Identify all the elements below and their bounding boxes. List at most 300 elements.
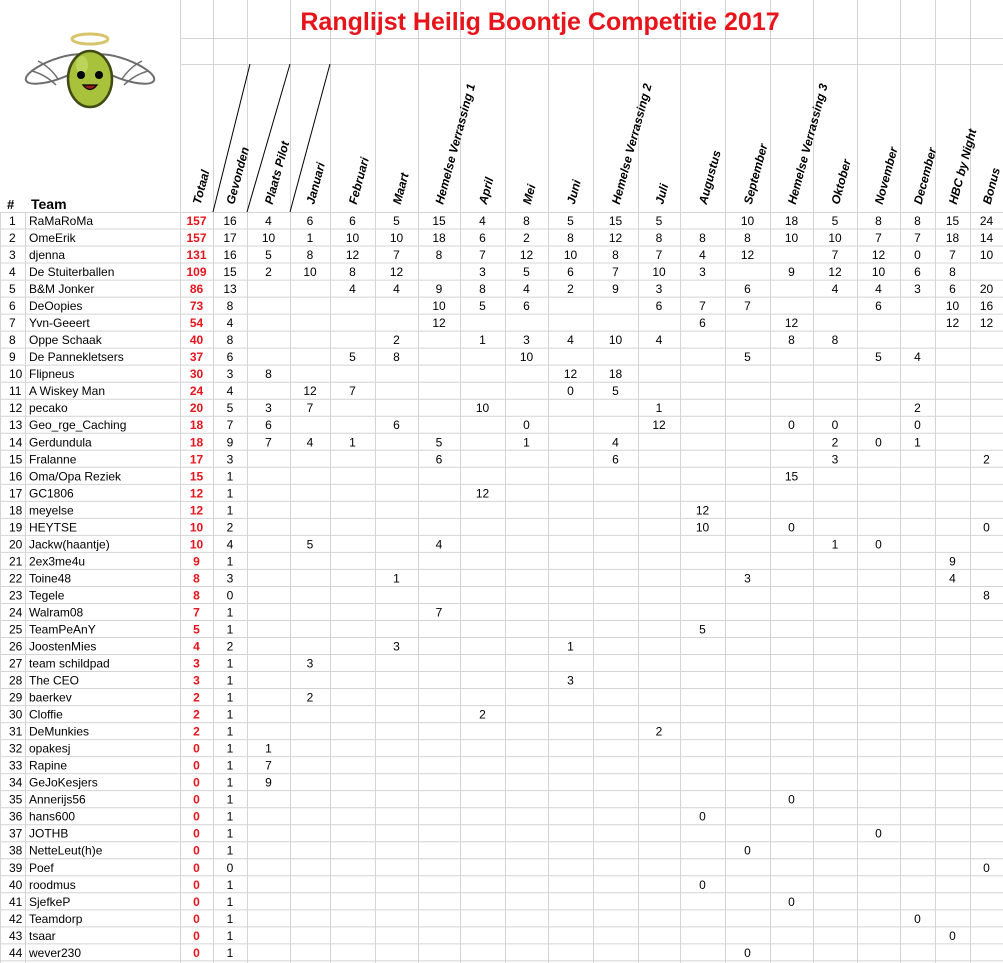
score-cell: 0 xyxy=(699,809,706,824)
rank-cell: 14 xyxy=(9,435,23,450)
total-cell: 5 xyxy=(193,622,200,637)
table-row xyxy=(9,946,751,960)
table-row xyxy=(9,793,795,807)
rank-cell: 31 xyxy=(9,724,23,739)
score-cell: 1 xyxy=(226,843,234,858)
table-row xyxy=(9,554,956,568)
team-cell: Jackw(haantje) xyxy=(29,537,110,552)
score-cell: 0 xyxy=(875,537,882,552)
table-row xyxy=(9,418,921,432)
score-cell: 10 xyxy=(608,333,623,348)
score-cell: 6 xyxy=(875,299,882,314)
score-cell: 12 xyxy=(784,316,799,331)
score-cell: 8 xyxy=(567,231,574,246)
score-cell: 5 xyxy=(435,435,443,450)
team-cell: Cloffie xyxy=(29,707,63,722)
score-cell: 3 xyxy=(567,673,574,688)
total-cell: 17 xyxy=(189,452,204,467)
column-header: Augustus xyxy=(695,148,724,206)
score-cell: 8 xyxy=(831,333,839,348)
table-row xyxy=(9,844,751,858)
score-cell: 15 xyxy=(432,214,446,228)
score-cell: 0 xyxy=(226,588,234,603)
score-cell: 0 xyxy=(788,418,795,433)
score-cell: 4 xyxy=(393,282,400,297)
rank-cell: 9 xyxy=(9,350,16,365)
score-cell: 1 xyxy=(265,741,272,756)
table-row xyxy=(9,435,921,449)
team-cell: Teamdorp xyxy=(29,911,83,926)
team-cell: RaMaRoMa xyxy=(29,214,94,228)
rank-cell: 21 xyxy=(9,554,23,569)
total-cell: 0 xyxy=(193,826,200,841)
score-cell: 7 xyxy=(699,299,706,314)
score-cell: 1 xyxy=(655,401,663,416)
rank-cell: 4 xyxy=(9,265,16,280)
table-row xyxy=(9,657,314,671)
rank-cell: 1 xyxy=(9,214,16,228)
score-cell: 7 xyxy=(875,231,882,246)
team-cell: B&M Jonker xyxy=(29,282,95,297)
score-cell: 2 xyxy=(393,333,400,348)
score-cell: 7 xyxy=(914,231,921,246)
score-cell: 2 xyxy=(655,724,663,739)
score-cell: 2 xyxy=(265,265,272,280)
page-title: Ranglijst Heilig Boontje Competitie 2017 xyxy=(300,8,780,36)
table-row xyxy=(9,316,993,330)
column-header: Oktober xyxy=(828,157,854,206)
score-cell: 1 xyxy=(523,435,530,450)
score-cell: 0 xyxy=(744,945,751,960)
score-cell: 7 xyxy=(265,435,272,450)
score-cell: 12 xyxy=(608,231,623,246)
score-cell: 8 xyxy=(435,248,443,263)
rank-cell: 27 xyxy=(9,656,23,671)
team-cell: Yvn-Geeert xyxy=(29,316,90,331)
rank-cell: 42 xyxy=(9,911,23,926)
score-cell: 7 xyxy=(226,418,234,433)
column-header: Plaats Pilot xyxy=(261,139,293,206)
score-cell: 8 xyxy=(306,248,314,263)
total-cell: 0 xyxy=(193,860,200,875)
team-cell: Gerdundula xyxy=(29,435,92,450)
column-header: Totaal xyxy=(189,168,213,206)
smiling-angel-bean-icon xyxy=(23,34,158,107)
score-cell: 5 xyxy=(479,299,486,314)
team-cell: De Pannekletsers xyxy=(29,350,124,365)
score-cell: 10 xyxy=(945,299,960,314)
table-row xyxy=(9,605,443,619)
score-cell: 8 xyxy=(226,299,234,314)
score-cell: 7 xyxy=(612,265,619,280)
total-cell: 0 xyxy=(193,843,200,858)
team-cell: Rapine xyxy=(29,758,68,773)
team-cell: TeamPeAnY xyxy=(29,622,96,637)
team-cell: pecako xyxy=(29,401,68,416)
score-cell: 3 xyxy=(831,452,839,467)
table-row xyxy=(9,776,272,790)
score-cell: 12 xyxy=(652,418,666,433)
table-row xyxy=(9,827,882,841)
score-cell: 18 xyxy=(608,367,623,382)
score-cell: 3 xyxy=(699,265,706,280)
score-cell: 0 xyxy=(914,248,921,263)
table-row xyxy=(9,486,489,500)
score-cell: 16 xyxy=(223,214,237,228)
team-cell: Annerijs56 xyxy=(29,792,86,807)
team-cell: meyelse xyxy=(29,503,74,518)
table-row xyxy=(9,861,990,875)
score-cell: 1 xyxy=(226,486,234,501)
total-cell: 73 xyxy=(189,299,204,314)
score-cell: 7 xyxy=(435,605,443,620)
score-cell: 13 xyxy=(223,282,237,297)
total-cell: 3 xyxy=(193,656,200,671)
score-cell: 12 xyxy=(563,367,578,382)
rank-cell: 35 xyxy=(9,792,23,807)
table-row xyxy=(9,299,993,313)
score-cell: 5 xyxy=(831,214,839,228)
table-row xyxy=(9,537,882,551)
total-cell: 2 xyxy=(193,724,200,739)
score-cell: 2 xyxy=(983,452,990,467)
score-cell: 0 xyxy=(567,384,574,399)
score-cell: 1 xyxy=(226,911,234,926)
team-cell: The CEO xyxy=(29,673,80,688)
rank-cell: 17 xyxy=(9,486,23,501)
score-cell: 10 xyxy=(784,231,799,246)
score-cell: 6 xyxy=(655,299,663,314)
total-cell: 0 xyxy=(193,775,200,790)
table-row xyxy=(9,231,993,245)
rank-cell: 10 xyxy=(9,367,23,382)
team-cell: JoostenMies xyxy=(29,639,97,654)
score-cell: 1 xyxy=(226,928,234,943)
score-cell: 8 xyxy=(523,214,530,228)
score-cell: 1 xyxy=(226,945,234,960)
team-header: Team xyxy=(31,196,67,212)
column-header: Gevonden xyxy=(223,145,253,206)
team-cell: JOTHB xyxy=(29,826,69,841)
table-row xyxy=(9,759,272,773)
total-cell: 30 xyxy=(189,367,204,382)
score-cell: 2 xyxy=(831,435,839,450)
team-cell: HEYTSE xyxy=(29,520,78,535)
score-cell: 8 xyxy=(655,231,663,246)
score-cell: 10 xyxy=(519,350,534,365)
score-cell: 6 xyxy=(435,452,443,467)
total-cell: 0 xyxy=(193,809,200,824)
rank-cell: 16 xyxy=(9,469,23,484)
rank-cell: 26 xyxy=(9,639,23,654)
score-cell: 3 xyxy=(655,282,663,297)
score-cell: 8 xyxy=(983,588,990,603)
table-row xyxy=(9,401,921,415)
score-cell: 1 xyxy=(226,758,234,773)
total-cell: 37 xyxy=(189,350,204,365)
score-cell: 0 xyxy=(699,877,706,892)
rank-cell: 37 xyxy=(9,826,23,841)
team-cell: roodmus xyxy=(29,877,76,892)
table-row xyxy=(9,265,956,279)
column-header: Januari xyxy=(303,160,328,206)
rank-cell: 33 xyxy=(9,758,23,773)
score-cell: 3 xyxy=(914,282,921,297)
score-cell: 1 xyxy=(226,707,234,722)
score-cell: 3 xyxy=(226,571,234,586)
rank-cell: 44 xyxy=(9,945,23,960)
score-cell: 7 xyxy=(349,384,356,399)
rank-cell: 24 xyxy=(9,605,23,620)
score-cell: 12 xyxy=(740,248,755,263)
score-cell: 5 xyxy=(567,214,574,228)
total-cell: 0 xyxy=(193,928,200,943)
score-cell: 2 xyxy=(226,639,234,654)
score-cell: 12 xyxy=(389,265,404,280)
column-header: Mei xyxy=(519,182,539,206)
score-cell: 5 xyxy=(226,401,234,416)
score-cell: 6 xyxy=(914,265,921,280)
score-cell: 17 xyxy=(223,231,237,246)
score-cell: 10 xyxy=(432,299,446,314)
score-cell: 10 xyxy=(303,265,317,280)
score-cell: 9 xyxy=(612,282,619,297)
score-cell: 6 xyxy=(567,265,574,280)
score-cell: 2 xyxy=(226,520,234,535)
total-cell: 4 xyxy=(193,639,200,654)
score-cell: 2 xyxy=(914,401,921,416)
score-cell: 4 xyxy=(875,282,882,297)
total-cell: 7 xyxy=(193,605,200,620)
column-header: Juni xyxy=(563,178,584,206)
rank-cell: 15 xyxy=(9,452,23,467)
score-cell: 12 xyxy=(303,384,317,399)
total-cell: 20 xyxy=(189,401,204,416)
team-cell: tsaar xyxy=(29,928,56,943)
score-cell: 6 xyxy=(744,282,751,297)
score-cell: 1 xyxy=(226,775,234,790)
team-cell: Oppe Schaak xyxy=(29,333,102,348)
rank-cell: 18 xyxy=(9,503,23,518)
score-cell: 2 xyxy=(479,707,486,722)
score-cell: 5 xyxy=(306,537,314,552)
score-cell: 6 xyxy=(226,350,234,365)
score-cell: 12 xyxy=(519,248,534,263)
score-cell: 9 xyxy=(226,435,234,450)
table-row xyxy=(9,350,921,364)
score-cell: 0 xyxy=(788,894,795,909)
score-cell: 0 xyxy=(744,843,751,858)
score-cell: 18 xyxy=(784,214,799,228)
score-cell: 20 xyxy=(979,282,994,297)
team-cell: djenna xyxy=(29,248,66,263)
score-cell: 0 xyxy=(949,928,956,943)
score-cell: 4 xyxy=(914,350,921,365)
score-cell: 5 xyxy=(265,248,272,263)
score-cell: 4 xyxy=(949,571,956,586)
rank-cell: 2 xyxy=(9,231,16,246)
score-cell: 6 xyxy=(349,214,356,228)
score-cell: 12 xyxy=(828,265,842,280)
score-cell: 4 xyxy=(567,333,574,348)
score-cell: 8 xyxy=(788,333,795,348)
score-cell: 0 xyxy=(523,418,530,433)
score-cell: 0 xyxy=(983,520,990,535)
table-row xyxy=(9,248,993,262)
rank-cell: 3 xyxy=(9,248,16,263)
score-cell: 1 xyxy=(349,435,356,450)
score-cell: 16 xyxy=(223,248,237,263)
score-cell: 12 xyxy=(695,503,710,518)
score-cell: 7 xyxy=(393,248,400,263)
total-cell: 131 xyxy=(186,248,207,263)
table-row xyxy=(9,742,272,756)
total-cell: 15 xyxy=(189,469,204,484)
score-cell: 12 xyxy=(979,316,994,331)
team-cell: Walram08 xyxy=(29,605,84,620)
score-cell: 1 xyxy=(226,792,234,807)
score-cell: 12 xyxy=(432,316,446,331)
score-cell: 16 xyxy=(979,299,994,314)
score-cell: 8 xyxy=(265,367,272,382)
score-cell: 1 xyxy=(226,656,234,671)
rank-cell: 32 xyxy=(9,741,23,756)
table-row xyxy=(9,588,990,602)
score-cell: 8 xyxy=(349,265,356,280)
table-row xyxy=(9,571,956,585)
score-cell: 6 xyxy=(479,231,486,246)
score-cell: 8 xyxy=(699,231,706,246)
score-cell: 15 xyxy=(784,469,799,484)
column-header: Juli xyxy=(652,182,672,206)
total-cell: 8 xyxy=(193,588,200,603)
score-cell: 8 xyxy=(949,265,956,280)
score-cell: 15 xyxy=(223,265,237,280)
table-row xyxy=(9,810,706,824)
rank-cell: 36 xyxy=(9,809,23,824)
score-cell: 14 xyxy=(979,231,994,246)
score-cell: 10 xyxy=(652,265,666,280)
score-cell: 6 xyxy=(523,299,530,314)
score-cell: 1 xyxy=(831,537,839,552)
total-cell: 10 xyxy=(189,520,204,535)
score-cell: 5 xyxy=(612,384,619,399)
total-cell: 0 xyxy=(193,741,200,756)
total-cell: 18 xyxy=(189,418,204,433)
total-cell: 40 xyxy=(189,333,204,348)
score-cell: 1 xyxy=(226,826,234,841)
score-cell: 10 xyxy=(979,248,994,263)
column-header: November xyxy=(871,145,901,206)
total-cell: 9 xyxy=(193,554,200,569)
score-cell: 6 xyxy=(699,316,706,331)
column-header: Maart xyxy=(389,171,412,206)
score-cell: 10 xyxy=(828,231,842,246)
score-cell: 12 xyxy=(871,248,886,263)
column-header: Hemelse Verrassing 2 xyxy=(608,82,655,206)
score-cell: 1 xyxy=(306,231,314,246)
team-cell: Geo_rge_Caching xyxy=(29,418,127,433)
score-cell: 5 xyxy=(875,350,882,365)
team-cell: hans600 xyxy=(29,809,76,824)
total-cell: 3 xyxy=(193,673,200,688)
score-cell: 9 xyxy=(788,265,795,280)
score-cell: 1 xyxy=(226,622,234,637)
score-cell: 3 xyxy=(226,452,234,467)
score-cell: 1 xyxy=(914,435,921,450)
score-cell: 4 xyxy=(612,435,619,450)
score-cell: 0 xyxy=(983,860,990,875)
rank-cell: 8 xyxy=(9,333,16,348)
rank-cell: 12 xyxy=(9,401,23,416)
score-cell: 2 xyxy=(523,231,530,246)
column-header: April xyxy=(475,175,497,206)
score-cell: 1 xyxy=(226,809,234,824)
table-row xyxy=(9,384,619,398)
team-cell: Fralanne xyxy=(29,452,77,467)
score-cell: 6 xyxy=(949,282,956,297)
table-row xyxy=(9,452,990,466)
score-cell: 1 xyxy=(393,571,400,586)
score-cell: 10 xyxy=(871,265,886,280)
score-cell: 0 xyxy=(875,435,882,450)
score-cell: 1 xyxy=(226,724,234,739)
table-row xyxy=(9,691,314,705)
rank-cell: 28 xyxy=(9,673,23,688)
score-cell: 1 xyxy=(226,894,234,909)
total-cell: 12 xyxy=(189,503,204,518)
score-cell: 8 xyxy=(479,282,486,297)
score-cell: 7 xyxy=(265,758,272,773)
rank-header: # xyxy=(7,197,15,212)
score-cell: 10 xyxy=(475,401,490,416)
score-cell: 24 xyxy=(979,214,994,228)
score-cell: 6 xyxy=(612,452,619,467)
total-cell: 18 xyxy=(189,435,204,450)
score-cell: 3 xyxy=(744,571,751,586)
total-cell: 12 xyxy=(189,486,204,501)
score-cell: 18 xyxy=(945,231,960,246)
table-row xyxy=(9,333,839,347)
score-cell: 3 xyxy=(306,656,314,671)
rank-cell: 5 xyxy=(9,282,16,297)
total-cell: 157 xyxy=(186,231,207,246)
score-cell: 3 xyxy=(226,367,234,382)
score-cell: 4 xyxy=(435,537,443,552)
score-cell: 10 xyxy=(389,231,404,246)
score-cell: 7 xyxy=(831,248,839,263)
rank-cell: 30 xyxy=(9,707,23,722)
score-cell: 9 xyxy=(265,775,272,790)
rank-cell: 25 xyxy=(9,622,23,637)
rank-cell: 41 xyxy=(9,894,23,909)
team-cell: A Wiskey Man xyxy=(29,384,106,399)
score-cell: 4 xyxy=(265,214,272,228)
score-cell: 8 xyxy=(914,214,921,228)
total-cell: 54 xyxy=(189,316,204,331)
score-cell: 4 xyxy=(831,282,839,297)
score-cell: 1 xyxy=(226,877,234,892)
score-cell: 0 xyxy=(914,911,921,926)
table-row xyxy=(9,622,706,636)
team-cell: wever230 xyxy=(29,945,82,960)
rank-cell: 19 xyxy=(9,520,23,535)
rank-cell: 22 xyxy=(9,571,23,586)
rank-cell: 7 xyxy=(9,316,16,331)
score-cell: 4 xyxy=(306,435,314,450)
table-row xyxy=(9,674,574,688)
score-cell: 1 xyxy=(226,554,234,569)
